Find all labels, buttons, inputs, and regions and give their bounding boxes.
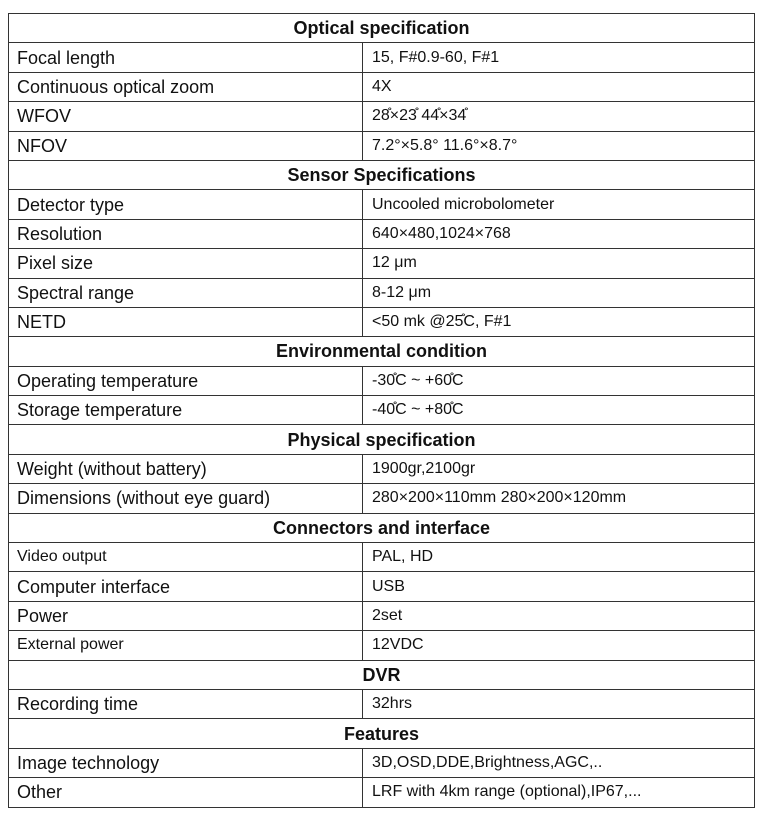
spec-label: Operating temperature [9,366,363,395]
specification-table [8,13,755,808]
table-row [9,366,755,395]
spec-value: 280×200×110mm 280×200×120mm [363,484,755,513]
section-title-physical: Physical specification [9,425,755,454]
table-row [9,43,755,72]
spec-value: 1900gr,2100gr [363,454,755,483]
spec-label: Recording time [9,689,363,718]
spec-value: 640×480,1024×768 [363,219,755,248]
table-row [9,748,755,777]
spec-label: Image technology [9,748,363,777]
spec-value: LRF with 4km range (optional),IP67,... [363,778,755,807]
table-row [9,72,755,101]
section-title-environmental: Environmental condition [9,337,755,366]
spec-label: Computer interface [9,572,363,601]
spec-label: NFOV [9,131,363,160]
table-row [9,454,755,483]
spec-value: 2set [363,601,755,630]
section-header-row [9,425,755,454]
spec-label: Spectral range [9,278,363,307]
table-row [9,778,755,807]
spec-label: Weight (without battery) [9,454,363,483]
spec-label: External power [9,631,363,660]
spec-label: WFOV [9,102,363,131]
spec-label: Pixel size [9,249,363,278]
spec-value: 8-12 μm [363,278,755,307]
table-row [9,543,755,572]
spec-value: USB [363,572,755,601]
spec-value: <50 mk @25̊C, F#1 [363,307,755,336]
table-row [9,278,755,307]
table-row [9,102,755,131]
spec-value: Uncooled microbolometer [363,190,755,219]
spec-label: Storage temperature [9,396,363,425]
spec-value: 12VDC [363,631,755,660]
table-row [9,219,755,248]
table-row [9,601,755,630]
section-title-optical: Optical specification [9,14,755,43]
spec-label: Focal length [9,43,363,72]
spec-label: Other [9,778,363,807]
section-header-row [9,660,755,689]
table-row [9,572,755,601]
section-title-connectors: Connectors and interface [9,513,755,542]
table-row [9,631,755,660]
spec-value: 15, F#0.9-60, F#1 [363,43,755,72]
table-row [9,307,755,336]
section-header-row [9,337,755,366]
table-row [9,249,755,278]
spec-label: Resolution [9,219,363,248]
section-header-row [9,14,755,43]
spec-value: 7.2°×5.8° 11.6°×8.7° [363,131,755,160]
spec-label: Power [9,601,363,630]
spec-label: Continuous optical zoom [9,72,363,101]
section-title-dvr: DVR [9,660,755,689]
table-row [9,689,755,718]
spec-label: Dimensions (without eye guard) [9,484,363,513]
section-header-row [9,513,755,542]
spec-value: 28̊×23̊ 44̊×34̊ [363,102,755,131]
spec-value: 32hrs [363,689,755,718]
spec-table-container [8,13,754,808]
table-row [9,484,755,513]
spec-label: Video output [9,543,363,572]
spec-value: -30̊C ~ +60̊C [363,366,755,395]
section-header-row [9,160,755,189]
spec-value: -40̊C ~ +80̊C [363,396,755,425]
table-row [9,190,755,219]
spec-label: Detector type [9,190,363,219]
table-row [9,131,755,160]
spec-value: 3D,OSD,DDE,Brightness,AGC,.. [363,748,755,777]
table-row [9,396,755,425]
spec-value: 4X [363,72,755,101]
section-title-sensor: Sensor Specifications [9,160,755,189]
section-header-row [9,719,755,748]
spec-label: NETD [9,307,363,336]
spec-value: 12 μm [363,249,755,278]
spec-value: PAL, HD [363,543,755,572]
section-title-features: Features [9,719,755,748]
